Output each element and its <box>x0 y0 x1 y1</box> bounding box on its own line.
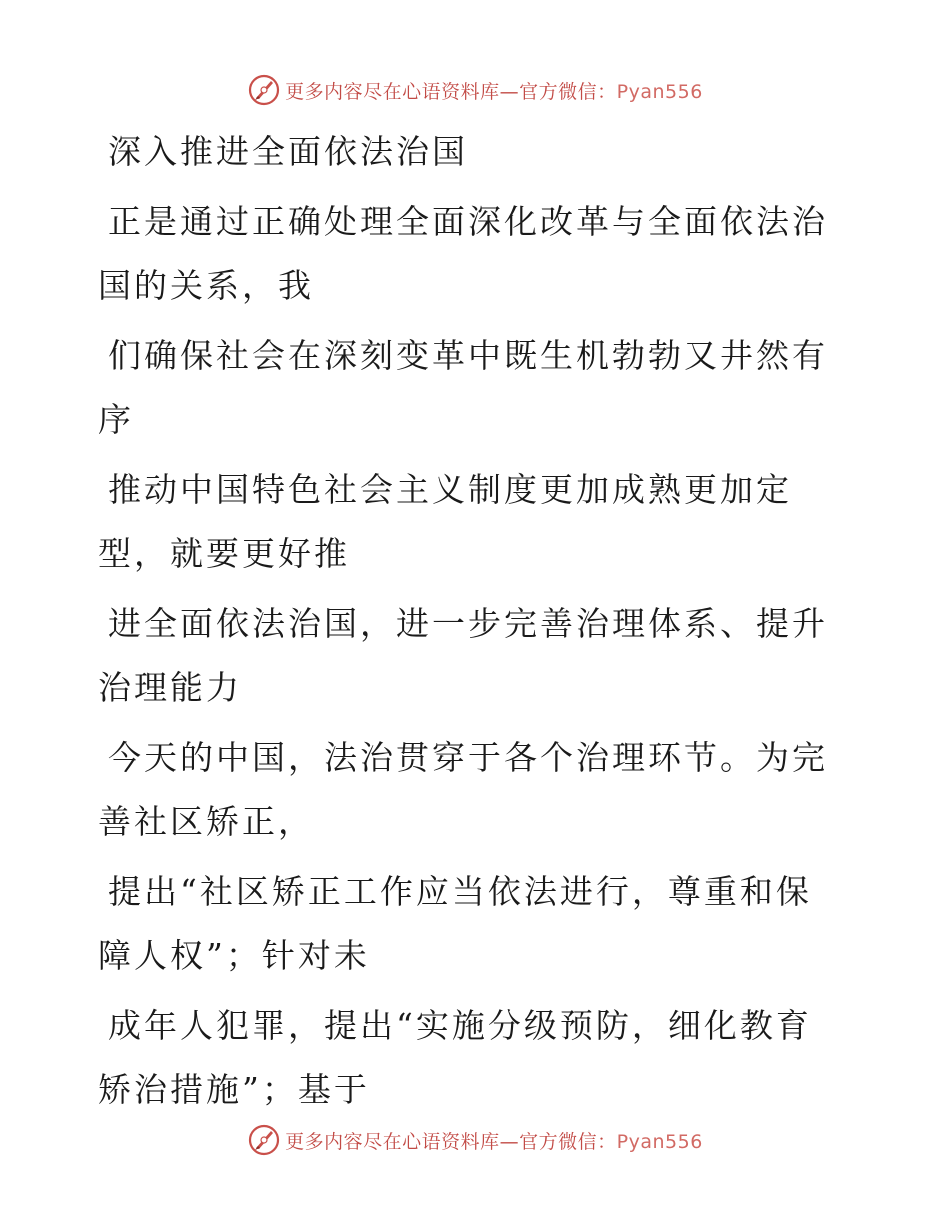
watermark-id: Pyan556 <box>616 1130 703 1153</box>
watermark-text: 更多内容尽在心语资料库—官方微信：Pyan556 <box>285 80 703 103</box>
header-watermark <box>0 70 950 110</box>
paragraph: 提出“社区矫正工作应当依法进行，尊重和保障人权”；针对未 <box>98 872 812 975</box>
paragraph: 成年人犯罪，提出“实施分级预防，细化教育矫治措施”；基于 <box>98 1006 812 1109</box>
document-body <box>98 120 838 1122</box>
watermark-text: 更多内容尽在心语资料库—官方微信：Pyan556 <box>285 1130 703 1153</box>
paragraph: 进全面依法治国，进一步完善治理体系、提升治理能力 <box>98 604 828 707</box>
quill-logo-icon <box>247 73 281 107</box>
paragraph: 正是通过正确处理全面深化改革与全面依法治国的关系，我 <box>98 202 828 305</box>
paragraph: 们确保社会在深刻变革中既生机勃勃又井然有序 <box>98 336 828 439</box>
paragraph: 深入推进全面依法治国 <box>108 132 468 171</box>
quill-logo-icon <box>247 1123 281 1157</box>
footer-watermark <box>0 1120 950 1160</box>
paragraph: 推动中国特色社会主义制度更加成熟更加定型，就要更好推 <box>98 470 792 573</box>
watermark-id: Pyan556 <box>616 80 703 103</box>
paragraph: 今天的中国，法治贯穿于各个治理环节。为完善社区矫正， <box>98 738 828 841</box>
